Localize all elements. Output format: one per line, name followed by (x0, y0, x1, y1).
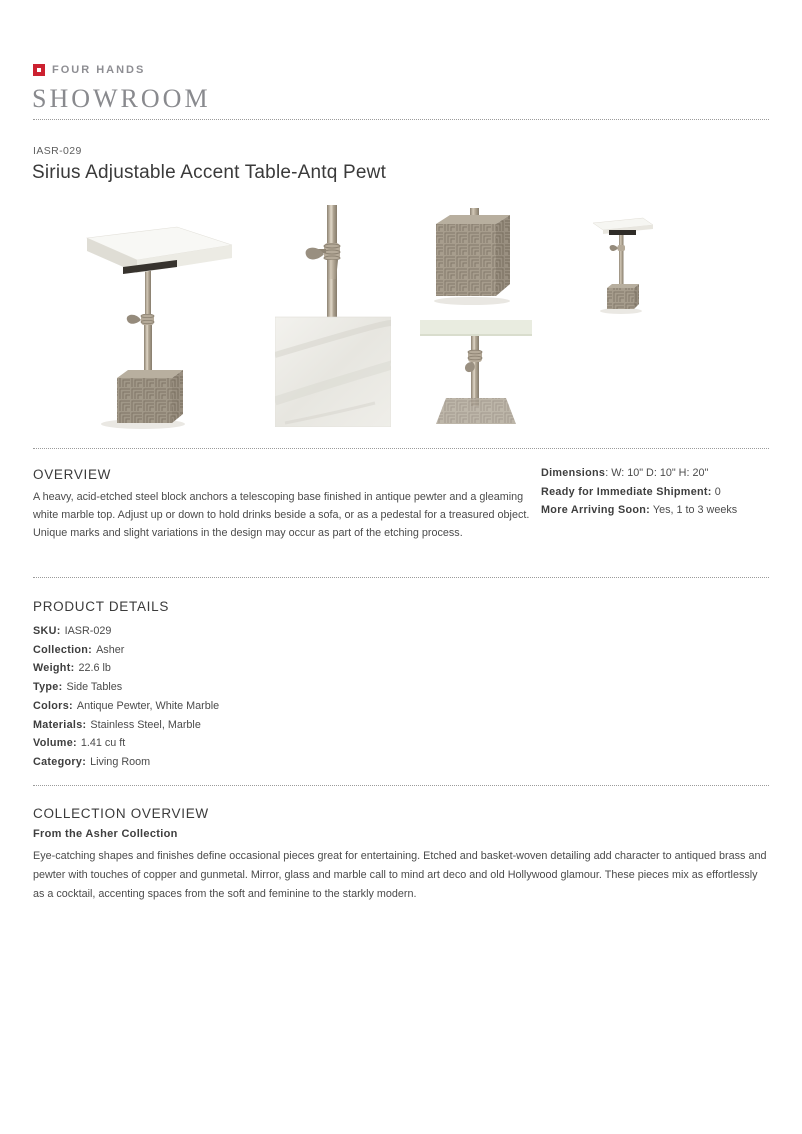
collection-body: Eye-catching shapes and finishes define occasional pieces great for entertaining. Etched and basket-woven detailing add character to antiqued brass and pewter with touches of copper and gunmetal. Mirror, glass and marble call to mind art deco and old Hollywood glamour. These pieces mix as effortlessly as a cocktail, accenting spaces from the soft and feminine to the starkly modern. (33, 850, 767, 900)
sku-code: IASR-029 (33, 145, 82, 157)
arriving-soon-row (541, 501, 771, 520)
detail-row-type (33, 678, 219, 697)
detail-row-weight (33, 659, 219, 678)
collection-subheading: From the Asher Collection (33, 828, 178, 840)
detail-value: IASR-029 (64, 625, 112, 637)
product-photo-table-full-view (35, 208, 247, 432)
brand-header (33, 64, 145, 76)
product-photo-strip (33, 200, 769, 442)
divider-top (33, 119, 769, 120)
detail-label: Category: (33, 755, 87, 768)
arriving-soon-value: Yes, 1 to 3 weeks (652, 504, 738, 517)
showroom-wordmark: SHOWROOM (32, 84, 211, 113)
detail-value: Antique Pewter, White Marble (76, 699, 220, 712)
product-photo-pole-and-marble-detail (275, 205, 391, 427)
overview-body: A heavy, acid-etched steel block anchors a telescoping base finished in antique pewter and a gleaming white marble top. Adjust up or down to hold drinks beside a sofa, or as a pedestal for a treasured object. Unique marks and slight variations in the design may occur as part of the etching process. (33, 491, 530, 539)
detail-row-collection (33, 641, 219, 660)
overview-heading: OVERVIEW (33, 467, 112, 482)
ready-shipment-value: 0 (714, 485, 721, 498)
detail-value: Living Room (90, 755, 151, 768)
four-hands-logo-icon (33, 64, 45, 76)
dimensions-label: Dimensions (541, 467, 606, 479)
detail-row-sku (33, 622, 219, 641)
product-details-list (33, 622, 219, 772)
detail-value: Side Tables (66, 681, 123, 694)
divider-details (33, 785, 769, 786)
detail-row-colors (33, 697, 219, 716)
dimensions-value: : W: 10" D: 10" H: 20" (605, 467, 709, 479)
detail-value: Stainless Steel, Marble (90, 718, 201, 731)
detail-label: Type: (33, 681, 63, 694)
collection-overview-heading: COLLECTION OVERVIEW (33, 806, 209, 821)
detail-value: Asher (96, 643, 125, 656)
page-title: Sirius Adjustable Accent Table-Antq Pewt (32, 162, 387, 183)
ready-shipment-label: Ready for Immediate Shipment: (541, 485, 712, 498)
divider-overview (33, 577, 769, 578)
shipping-info (541, 464, 771, 520)
detail-label: Materials: (33, 718, 87, 731)
product-photo-cube-and-base-detail (420, 208, 532, 432)
product-details-heading: PRODUCT DETAILS (33, 599, 170, 614)
detail-value: 22.6 lb (78, 662, 111, 675)
detail-label: Colors: (33, 699, 73, 712)
detail-label: SKU: (33, 625, 61, 637)
ready-shipment-row (541, 483, 771, 502)
detail-label: Volume: (33, 737, 77, 750)
detail-value: 1.41 cu ft (80, 737, 126, 750)
arriving-soon-label: More Arriving Soon: (541, 504, 651, 517)
brand-name: FOUR HANDS (52, 64, 146, 76)
detail-row-materials (33, 716, 219, 735)
dimensions-row (541, 464, 771, 483)
detail-label: Weight: (33, 662, 75, 675)
detail-label: Collection: (33, 643, 93, 656)
product-photo-table-angle-view (565, 207, 675, 317)
divider-images (33, 448, 769, 449)
detail-row-volume (33, 734, 219, 753)
detail-row-category (33, 753, 219, 772)
